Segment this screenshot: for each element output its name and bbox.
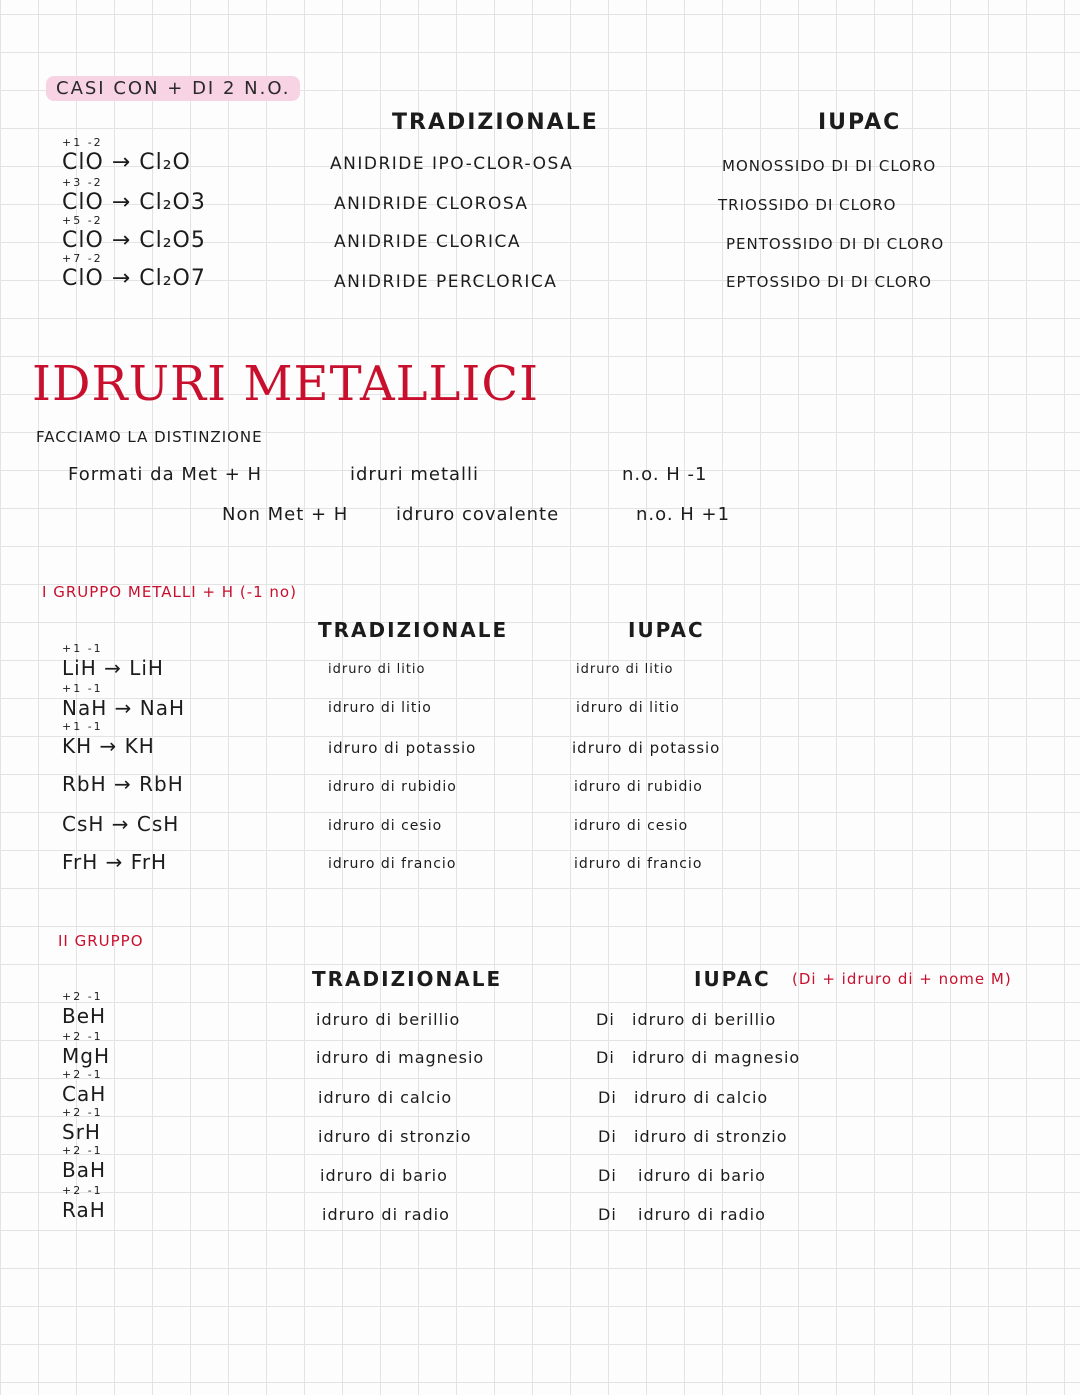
formula: KH → KH bbox=[62, 734, 155, 758]
formula: CaH bbox=[62, 1082, 107, 1106]
iupac-name: idruro di litio bbox=[576, 700, 680, 716]
distinction-mid-1: idruri metalli bbox=[350, 464, 480, 485]
iupac-name: idruro di radio bbox=[638, 1205, 766, 1224]
trad-header-group1: TRADIZIONALE bbox=[318, 618, 509, 642]
product: Cl₂O7 bbox=[139, 266, 206, 291]
trad-name: idruro di berillio bbox=[316, 1010, 461, 1029]
iupac-name: idruro di cesio bbox=[574, 818, 689, 834]
group1-label: I GRUPPO METALLI + H (-1 no) bbox=[42, 583, 297, 601]
reactant: ClO bbox=[62, 150, 104, 175]
iupac-name: TRIOSSIDO DI CLORO bbox=[718, 196, 897, 214]
cases-label: CASI CON + DI 2 N.O. bbox=[46, 76, 300, 101]
formula: CsH → CsH bbox=[62, 812, 180, 836]
trad-name: idruro di radio bbox=[322, 1205, 450, 1224]
section-title: IDRURI METALLICI bbox=[32, 356, 540, 412]
di-prefix: Di bbox=[598, 1088, 617, 1107]
distinction-left-1: Formati da Met + H bbox=[68, 464, 263, 485]
iupac-name: MONOSSIDO DI DI CLORO bbox=[722, 157, 937, 175]
iupac-header-group2: IUPAC bbox=[694, 967, 771, 991]
iupac-name: idruro di calcio bbox=[634, 1088, 769, 1107]
arrow: → bbox=[111, 190, 132, 215]
reactant: ClO bbox=[62, 228, 104, 253]
oxidation-numbers: +2 -1 bbox=[62, 1106, 103, 1119]
trad-name: ANIDRIDE CLOROSA bbox=[334, 194, 529, 214]
group2-label: II GRUPPO bbox=[58, 932, 144, 950]
trad-name: idruro di magnesio bbox=[316, 1048, 485, 1067]
oxidation-numbers: +2 -1 bbox=[62, 1144, 103, 1157]
trad-name: ANIDRIDE CLORICA bbox=[334, 232, 521, 252]
oxidation-numbers: +1 -1 bbox=[62, 682, 103, 695]
trad-name: ANIDRIDE IPO-CLOR-OSA bbox=[330, 154, 574, 174]
oxidation-numbers: +2 -1 bbox=[62, 990, 103, 1003]
formula: RaH bbox=[62, 1198, 106, 1222]
iupac-header-oxides: IUPAC bbox=[818, 110, 902, 135]
trad-name: idruro di stronzio bbox=[318, 1127, 472, 1146]
trad-name: idruro di potassio bbox=[328, 739, 477, 757]
trad-name: idruro di litio bbox=[328, 662, 426, 677]
di-prefix: Di bbox=[598, 1166, 617, 1185]
iupac-name: idruro di rubidio bbox=[574, 779, 703, 795]
di-prefix: Di bbox=[598, 1127, 617, 1146]
oxidation-numbers: +2 -1 bbox=[62, 1068, 103, 1081]
distinction-right-1: n.o. H -1 bbox=[622, 464, 708, 485]
oxidation-numbers: +2 -1 bbox=[62, 1184, 103, 1197]
reactant: ClO bbox=[62, 266, 104, 291]
formula: SrH bbox=[62, 1120, 101, 1144]
iupac-header-group1: IUPAC bbox=[628, 618, 705, 642]
formula: MgH bbox=[62, 1044, 110, 1068]
product: Cl₂O bbox=[139, 150, 191, 175]
iupac-name: idruro di stronzio bbox=[634, 1127, 788, 1146]
trad-name: idruro di calcio bbox=[318, 1088, 453, 1107]
iupac-name: EPTOSSIDO DI DI CLORO bbox=[726, 273, 932, 291]
iupac-note: (Di + idruro di + nome M) bbox=[792, 970, 1012, 988]
formula: LiH → LiH bbox=[62, 656, 164, 680]
trad-header-oxides: TRADIZIONALE bbox=[392, 110, 599, 135]
trad-header-group2: TRADIZIONALE bbox=[312, 967, 503, 991]
iupac-name: idruro di berillio bbox=[632, 1010, 777, 1029]
oxidation-numbers: +7 -2 bbox=[62, 252, 103, 265]
iupac-name: idruro di litio bbox=[576, 662, 674, 677]
trad-name: idruro di francio bbox=[328, 856, 457, 872]
oxidation-numbers: +5 -2 bbox=[62, 214, 103, 227]
iupac-name: idruro di magnesio bbox=[632, 1048, 801, 1067]
arrow: → bbox=[111, 266, 132, 291]
arrow: → bbox=[111, 228, 132, 253]
formula: BeH bbox=[62, 1004, 107, 1028]
distinction-label: FACCIAMO LA DISTINZIONE bbox=[36, 428, 263, 446]
oxidation-numbers: +1 -2 bbox=[62, 136, 103, 149]
arrow: → bbox=[111, 150, 132, 175]
trad-name: idruro di cesio bbox=[328, 818, 443, 834]
oxidation-numbers: +2 -1 bbox=[62, 1030, 103, 1043]
formula: FrH → FrH bbox=[62, 850, 168, 874]
product: Cl₂O5 bbox=[139, 228, 206, 253]
oxidation-numbers: +3 -2 bbox=[62, 176, 103, 189]
di-prefix: Di bbox=[596, 1048, 615, 1067]
di-prefix: Di bbox=[598, 1205, 617, 1224]
trad-name: idruro di litio bbox=[328, 700, 432, 716]
distinction-right-2: n.o. H +1 bbox=[636, 504, 731, 525]
formula: BaH bbox=[62, 1158, 107, 1182]
iupac-name: idruro di potassio bbox=[572, 739, 721, 757]
formula: RbH → RbH bbox=[62, 772, 184, 796]
iupac-name: idruro di francio bbox=[574, 856, 703, 872]
oxidation-numbers: +1 -1 bbox=[62, 720, 103, 733]
trad-name: ANIDRIDE PERCLORICA bbox=[334, 272, 558, 292]
oxidation-numbers: +1 -1 bbox=[62, 642, 103, 655]
reactant: ClO bbox=[62, 190, 104, 215]
di-prefix: Di bbox=[596, 1010, 615, 1029]
iupac-name: PENTOSSIDO DI DI CLORO bbox=[726, 235, 945, 253]
distinction-mid-2: idruro covalente bbox=[396, 504, 560, 525]
product: Cl₂O3 bbox=[139, 190, 206, 215]
trad-name: idruro di bario bbox=[320, 1166, 448, 1185]
distinction-left-2: Non Met + H bbox=[222, 504, 349, 525]
formula: NaH → NaH bbox=[62, 696, 185, 720]
iupac-name: idruro di bario bbox=[638, 1166, 766, 1185]
trad-name: idruro di rubidio bbox=[328, 779, 457, 795]
